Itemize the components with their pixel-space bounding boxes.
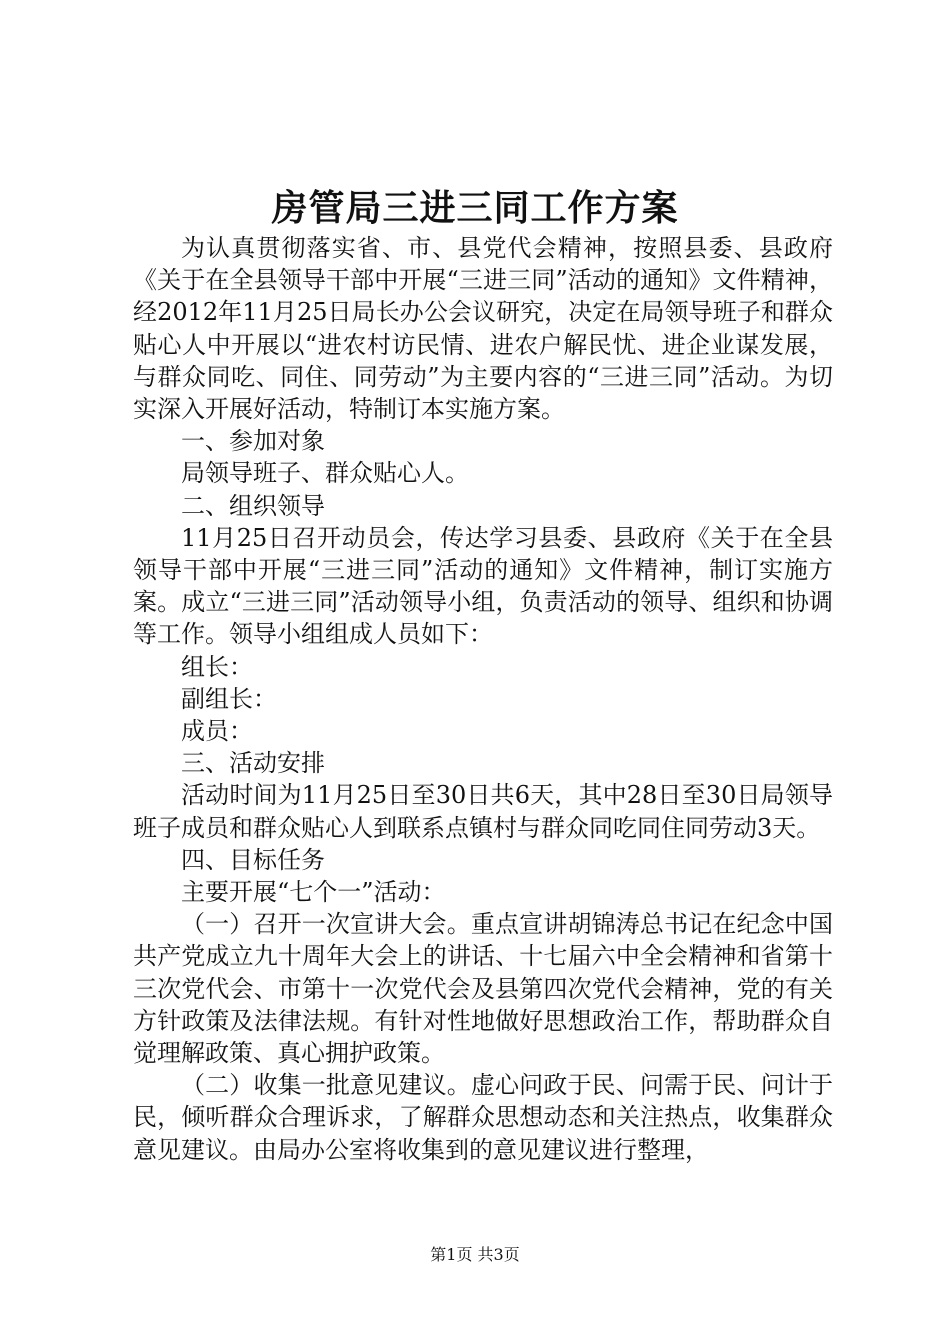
section-heading-participants: 一、参加对象 <box>181 427 325 456</box>
paragraph-task-2: （二）收集一批意见建议。虚心问政于民、问需于民、问计于民，倾听群众合理诉求，了解群众思想动态和关注热点，收集群众意见建议。由局办公室将收集到的意见建议进行整理， <box>133 1071 833 1164</box>
document-body <box>133 232 833 1166</box>
line-group-leader: 组长： <box>181 652 253 681</box>
document-title: 房管局三进三同工作方案 <box>271 187 679 229</box>
paragraph-task-1: （一）召开一次宣讲大会。重点宣讲胡锦涛总书记在纪念中国共产党成立九十周年大会上的讲话、十七届六中全会精神和省第十三次党代会、市第十一次党代会及县第四次党代会精神，党的有关方针政策及法律法规。有针对性地做好思想政治工作，帮助群众自觉理解政策、真心拥护政策。 <box>133 910 833 1068</box>
paragraph-tasks-intro: 主要开展“七个一”活动： <box>181 878 446 907</box>
paragraph-schedule: 活动时间为11月25日至30日共6天，其中28日至30日局领导班子成员和群众贴心人到联系点镇村与群众同吃同住同劳动3天。 <box>133 781 833 842</box>
section-heading-schedule: 三、活动安排 <box>181 749 325 778</box>
section-heading-tasks: 四、目标任务 <box>181 845 325 874</box>
paragraph-intro: 为认真贯彻落实省、市、县党代会精神，按照县委、县政府《关于在全县领导干部中开展“三进三同”活动的通知》文件精神，经2012年11月25日局长办公会议研究，决定在局领导班子和群众贴心人中开展以“进农村访民情、进农户解民忧、进企业谋发展，与群众同吃、同住、同劳动”为主要内容的“三进三同”活动。为切实深入开展好活动，特制订本实施方案。 <box>133 234 833 424</box>
line-members: 成员： <box>181 717 253 746</box>
section-heading-organization: 二、组织领导 <box>181 491 325 520</box>
line-deputy-leader: 副组长： <box>181 684 277 713</box>
page-number-footer: 第1页 共3页 <box>430 1245 520 1264</box>
paragraph-organization: 11月25日召开动员会，传达学习县委、县政府《关于在全县领导干部中开展“三进三同”活动的通知》文件精神，制订实施方案。成立“三进三同”活动领导小组，负责活动的领导、组织和协调等工作。领导小组组成人员如下： <box>133 523 833 649</box>
paragraph-participants: 局领导班子、群众贴心人。 <box>181 459 469 488</box>
